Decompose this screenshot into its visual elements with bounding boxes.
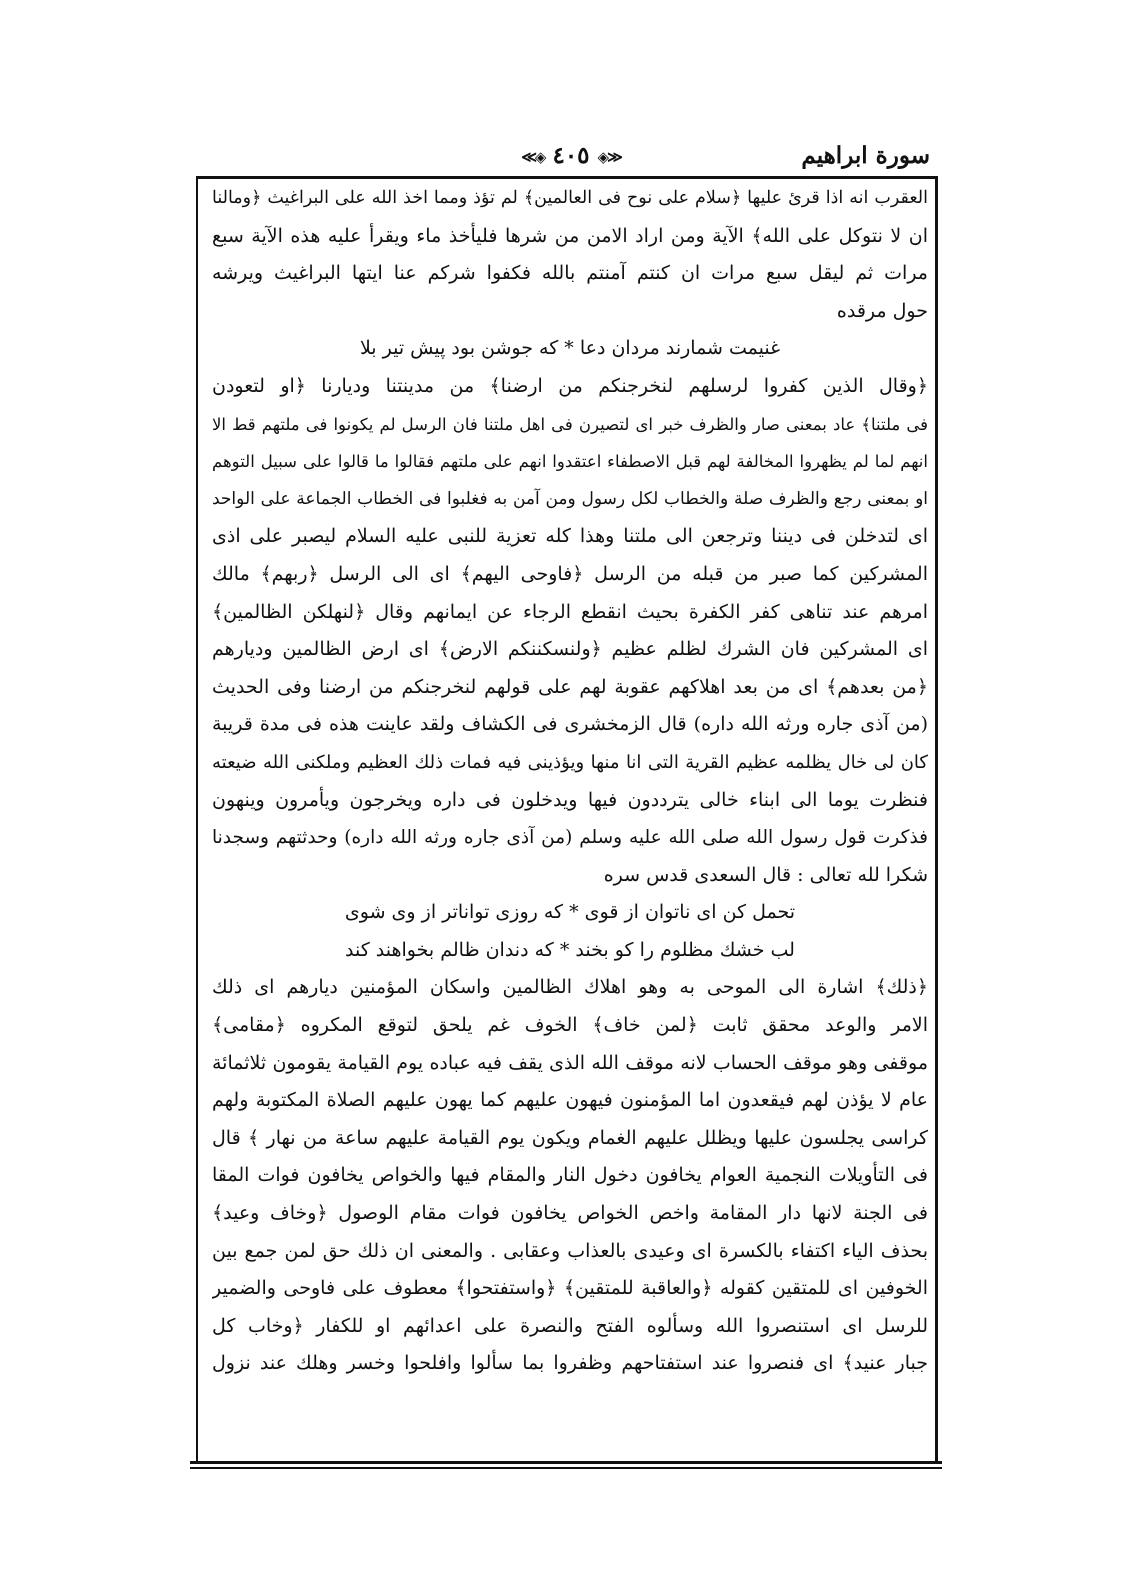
text-line: شكرا لله تعالى : قال السعدى قدس سره [603, 863, 928, 886]
text-line: فذكرت قول رسول الله صلى الله عليه وسلم (من آذى جاره ورثه الله داره) وحدثتهم وسجدنا [212, 827, 928, 849]
page-number: ٤٠٥ [552, 142, 590, 169]
text-line: ﴿وقال الذين كفروا لرسلهم لنخرجنكم من ارضنا﴾ من مدينتنا ودیارنا ﴿او لتعودن [212, 374, 928, 397]
text-line: جبار عنيد﴾ اى فنصروا عند استفتاحهم وظفروا بما سألوا وافلحوا وخسر وهلك عند نزول [212, 1352, 928, 1375]
text-line: ﴿ذلك﴾ اشارة الى الموحى به وهو اهلاك الظالمين واسكان المؤمنين ديارهم اى ذلك [212, 976, 928, 999]
text-line: مرات ثم ليقل سبع مرات ان كنتم آمنتم بالله فكفوا شركم عنا ايتها البراغيث ويرشه [212, 262, 928, 285]
text-line: العقرب انه اذا قرئ عليها ﴿سلام على نوح فى العالمين﴾ لم تؤذ ومما اخذ الله على البراغيث ﴿ومالنا [212, 188, 928, 208]
verse-line: تحمل كن اى ناتوان از قوى * كه روزى تواناتر از وى شوى [344, 901, 796, 924]
text-line: (من آذى جاره ورثه الله داره) قال الزمخشرى فى الكشاف ولقد عاينت هذه فى مدة قريبة [212, 713, 928, 736]
verse-line: غنيمت شمارند مردان دعا * كه جوشن بود پيش تير بلا [359, 337, 781, 360]
text-line: الامر والوعد محقق ثابت ﴿لمن خاف﴾ الخوف غم يلحق لتوقع المكروه ﴿مقامى﴾ [212, 1014, 928, 1037]
body-text [212, 180, 928, 1383]
text-line: عام لا يؤذن لهم فيقعدون اما المؤمنون فيهون عليهم كما يهون عليهم الصلاة المكتوبة ولهم [212, 1089, 928, 1112]
text-line: المشركين كما صبر من قبله من الرسل ﴿فاوحى اليهم﴾ اى الى الرسل ﴿ربهم﴾ مالك [212, 562, 928, 585]
text-line: اى المشركين فان الشرك لظلم عظيم ﴿ولنسكننكم الارض﴾ اى ارض الظالمين وديارهم [212, 638, 928, 661]
text-line: ﴿من بعدهم﴾ اى من بعد اهلاكهم عقوبة لهم على قولهم لنخرجنكم من ارضنا وفى الحديث [212, 675, 928, 698]
text-line: كراسى يجلسون عليها ويظلل عليهم الغمام ويكون يوم القيامة عليهم ساعة من نهار ﴾ قال [212, 1126, 928, 1149]
page-number-block [496, 140, 646, 173]
text-line: حول مرقده [836, 299, 928, 322]
frame-bottom-rule [190, 1461, 942, 1469]
text-line: فى التأويلات النجمية العوام يخافون دخول النار والمقام فيها والخواص يخافون فوات المقا [212, 1164, 928, 1187]
page-header [196, 140, 938, 174]
text-line: موقفى وهو موقف الحساب لانه موقف الله الذى يقف فيه عباده يوم القيامة يقومون ثلاثمائة [212, 1051, 928, 1074]
surah-title: سورة ابراهيم [801, 142, 930, 169]
text-line: كان لى خال يظلمه عظيم القرية التى انا منها ويؤذينى فيه فمات ذلك العظيم وملكنى الله ضيعته [212, 751, 928, 773]
text-line: ان لا نتوكل على الله﴾ الآية ومن اراد الامن من شرها فليأخذ ماء ويقرأ عليه هذه الآية سبع [212, 224, 928, 247]
text-line: اى لتدخلن فى ديننا وترجعن الى ملتنا وهذا كله تعزية للنبى عليه السلام ليصبر على اذى [212, 525, 928, 548]
text-line: للرسل اى استنصروا الله وسألوه الفتح والنصرة على اعدائهم او للكفار ﴿وخاب كل [212, 1314, 928, 1337]
text-line: فى الجنة لانها دار المقامة واخص الخواص يخافون فوات مقام الوصول ﴿وخاف وعيد﴾ [212, 1202, 928, 1225]
ornament-left-icon: ≪◈ [521, 148, 545, 166]
text-line: الخوفين اى للمتقين كقوله ﴿والعاقبة للمتقين﴾ ﴿واستفتحوا﴾ معطوف على فاوحى والضمير [212, 1277, 928, 1300]
text-line: بحذف الياء اكتفاء بالكسرة اى وعيدى بالعذاب وعقابى . والمعنى ان ذلك حق لمن جمع بين [212, 1239, 928, 1262]
text-line: انهم لما لم يظهروا المخالفة لهم قبل الاصطفاء اعتقدوا انهم على ملتهم فقالوا ما قالوا على سبيل التوهم [212, 452, 928, 472]
text-line: فنظرت يوما الى ابناء خالى يترددون فيها ويدخلون فى داره ويخرجون ويأمرون وينهون [212, 788, 928, 811]
ornament-right-icon: ◈≫ [597, 148, 621, 166]
text-line: او بمعنى رجع والظرف صلة والخطاب لكل رسول ومن آمن به فغلبوا فى الخطاب الجماعة على الواحد [212, 488, 928, 509]
verse-line: لب خشك مظلوم را كو بخند * كه دندان ظالم بخواهند كند [345, 938, 795, 961]
text-line: فى ملتنا﴾ عاد بمعنى صار والظرف خبر اى لتصيرن فى اهل ملتنا فان الرسل لم يكونوا فى ملتهم قط الا [212, 414, 928, 434]
text-line: امرهم عند تناهى كفر الكفرة بحيث انقطع الرجاء عن ايمانهم وقال ﴿لنهلكن الظالمين﴾ [212, 600, 928, 623]
